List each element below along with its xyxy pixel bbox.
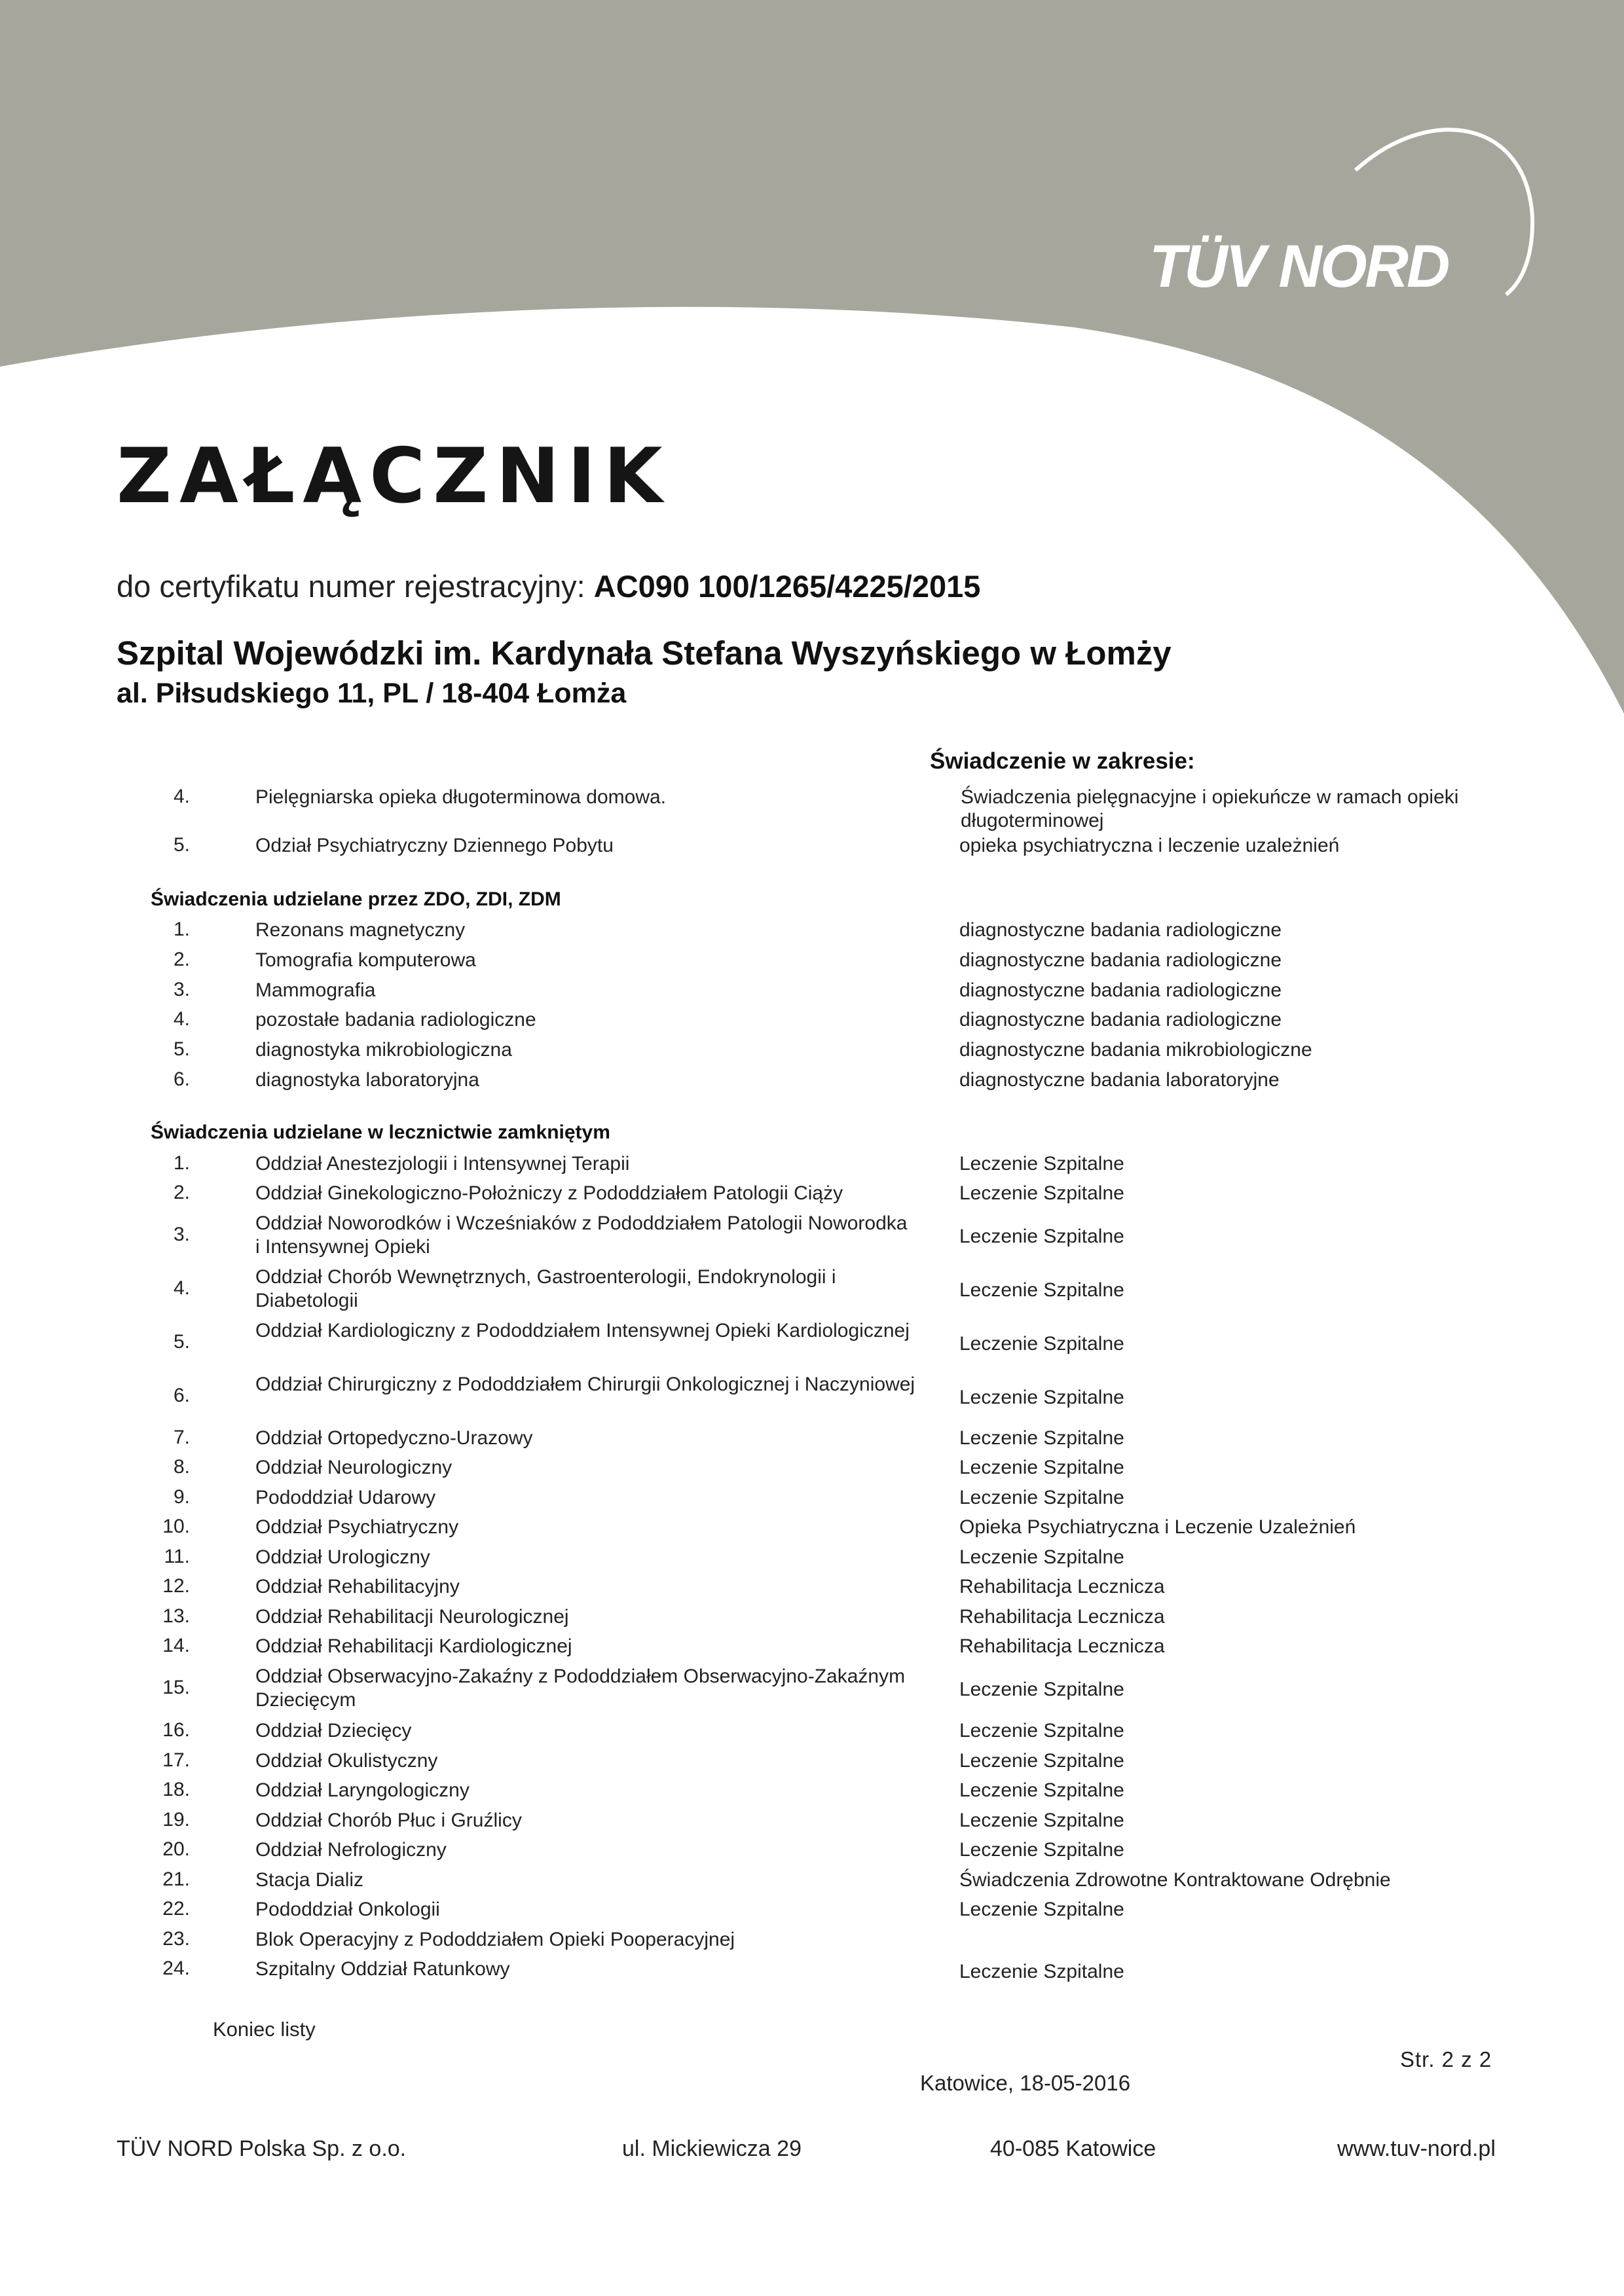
item-service: Leczenie Szpitalne [959, 1546, 1124, 1568]
item-number: 19. [162, 1809, 190, 1831]
item-service: diagnostyczne badania radiologiczne [959, 1009, 1282, 1030]
item-name: Oddział Chirurgiczny z Pododdziałem Chirurgii Onkologicznej i Naczyniowej [255, 1374, 915, 1395]
item-number: 17. [162, 1749, 190, 1771]
item-name: diagnostyka mikrobiologiczna [255, 1039, 512, 1061]
item-name: Oddział Psychiatryczny [255, 1516, 459, 1538]
item-name: Odział Psychiatryczny Dziennego Pobytu [255, 835, 614, 856]
certificate-line [117, 568, 980, 604]
item-name: Oddział Okulistyczny [255, 1750, 438, 1772]
item-number: 4. [173, 1008, 190, 1030]
item-number: 5. [173, 834, 190, 856]
footer-website: www.tuv-nord.pl [1337, 2136, 1496, 2161]
item-service: Leczenie Szpitalne [959, 1182, 1124, 1204]
item-number: 2. [173, 1182, 190, 1203]
item-number: 14. [162, 1635, 190, 1656]
footer-city: 40-085 Katowice [990, 2136, 1156, 2161]
footer-company: TÜV NORD Polska Sp. z o.o. [117, 2136, 407, 2161]
item-number: 16. [162, 1719, 190, 1741]
item-service: diagnostyczne badania laboratoryjne [959, 1069, 1280, 1091]
item-service: Leczenie Szpitalne [959, 1750, 1124, 1772]
item-service: Świadczenia Zdrowotne Kontraktowane Odrębnie [959, 1869, 1391, 1891]
item-number: 7. [173, 1427, 190, 1448]
item-name: Pielęgniarska opieka długoterminowa domowa. [255, 786, 667, 808]
item-service: Leczenie Szpitalne [959, 1457, 1124, 1478]
item-name: Oddział Chorób Płuc i Gruźlicy [255, 1810, 522, 1831]
item-name: Oddział Chorób Wewnętrznych, Gastroenterologii, Endokrynologii i Diabetologii [255, 1266, 836, 1311]
item-number: 10. [162, 1516, 190, 1537]
item-service: diagnostyczne badania radiologiczne [959, 919, 1282, 941]
item-name: Oddział Laryngologiczny [255, 1779, 470, 1801]
item-number: 6. [173, 1068, 190, 1090]
item-name: diagnostyka laboratoryjna [255, 1069, 479, 1091]
scope-column-header: Świadczenie w zakresie: [930, 748, 1195, 774]
footer-street: ul. Mickiewicza 29 [622, 2136, 802, 2161]
item-service: Leczenie Szpitalne [959, 1487, 1124, 1508]
certificate-number: AC090 100/1265/4225/2015 [593, 569, 981, 604]
page-number: Str. 2 z 2 [1400, 2047, 1492, 2071]
item-number: 15. [162, 1677, 190, 1698]
item-service: diagnostyczne badania mikrobiologiczne [959, 1039, 1312, 1061]
item-service: diagnostyczne badania radiologiczne [959, 949, 1282, 971]
item-number: 23. [162, 1928, 190, 1950]
item-service: Rehabilitacja Lecznicza [959, 1606, 1165, 1628]
item-number: 3. [173, 1224, 190, 1245]
item-name: Oddział Anestezjologii i Intensywnej Terapii [255, 1153, 630, 1175]
item-service: Leczenie Szpitalne [959, 1226, 1124, 1247]
item-number: 1. [173, 919, 190, 940]
item-number: 5. [173, 1038, 190, 1060]
item-service: Leczenie Szpitalne [959, 1839, 1124, 1861]
item-service: Rehabilitacja Lecznicza [959, 1576, 1165, 1597]
item-service: Opieka Psychiatryczna i Leczenie Uzależnień [959, 1516, 1356, 1538]
item-service: Leczenie Szpitalne [959, 1333, 1124, 1355]
certificate-label: do certyfikatu numer rejestracyjny: [117, 569, 585, 604]
item-number: 21. [162, 1868, 190, 1890]
item-number: 13. [162, 1605, 190, 1627]
item-name: Oddział Neurologiczny [255, 1457, 452, 1478]
item-service: Leczenie Szpitalne [959, 1279, 1124, 1301]
item-number: 4. [173, 786, 190, 807]
item-number: 20. [162, 1838, 190, 1860]
item-number: 1. [173, 1152, 190, 1174]
item-number: 6. [173, 1385, 190, 1406]
item-number: 9. [173, 1486, 190, 1508]
section-title: Świadczenia udzielane w lecznictwie zamkniętym [151, 1121, 610, 1143]
item-name: pozostałe badania radiologiczne [255, 1009, 536, 1030]
item-number: 4. [173, 1277, 190, 1299]
item-name: Oddział Rehabilitacji Neurologicznej [255, 1606, 569, 1628]
item-service: Leczenie Szpitalne [959, 1899, 1124, 1920]
hospital-address: al. Piłsudskiego 11, PL / 18-404 Łomża [117, 678, 627, 709]
item-name: Oddział Kardiologiczny z Pododdziałem Intensywnej Opieki Kardiologicznej [255, 1320, 910, 1341]
item-name: Oddział Rehabilitacyjny [255, 1576, 460, 1597]
item-number: 5. [173, 1331, 190, 1353]
item-name: Oddział Urologiczny [255, 1546, 430, 1568]
item-service: Leczenie Szpitalne [959, 1810, 1124, 1831]
item-service: Rehabilitacja Lecznicza [959, 1635, 1165, 1657]
item-service: Świadczenia pielęgnacyjne i opiekuńcze w ramach opieki długoterminowej [961, 786, 1459, 831]
item-number: 18. [162, 1779, 190, 1800]
item-service: Leczenie Szpitalne [959, 1679, 1124, 1700]
item-service: Leczenie Szpitalne [959, 1427, 1124, 1449]
item-name: Oddział Noworodków i Wcześniaków z Pododdziałem Patologii Noworodka i Intensywnej Opieki [255, 1212, 908, 1258]
item-number: 3. [173, 979, 190, 1000]
item-number: 11. [164, 1546, 190, 1567]
item-service: opieka psychiatryczna i leczenie uzależnień [959, 835, 1340, 856]
place-and-date: Katowice, 18-05-2016 [920, 2071, 1131, 2095]
item-service: Leczenie Szpitalne [959, 1961, 1124, 1982]
item-name: Blok Operacyjny z Pododdziałem Opieki Pooperacyjnej [255, 1929, 735, 1950]
item-name: Stacja Dializ [255, 1869, 364, 1891]
item-service: Leczenie Szpitalne [959, 1387, 1124, 1408]
item-service: Leczenie Szpitalne [959, 1153, 1124, 1175]
item-name: Pododdział Udarowy [255, 1487, 436, 1508]
item-service: Leczenie Szpitalne [959, 1720, 1124, 1741]
hospital-name: Szpital Wojewódzki im. Kardynała Stefana Wyszyńskiego w Łomży [117, 634, 1172, 672]
item-service: Leczenie Szpitalne [959, 1779, 1124, 1801]
header-band-shape [0, 0, 1624, 714]
item-number: 2. [173, 949, 190, 970]
item-name: Oddział Ginekologiczno-Położniczy z Pododdziałem Patologii Ciąży [255, 1182, 843, 1204]
item-service: diagnostyczne badania radiologiczne [959, 979, 1282, 1001]
end-of-list: Koniec listy [213, 2018, 316, 2041]
item-name: Oddział Dziecięcy [255, 1720, 412, 1741]
item-name: Oddział Obserwacyjno-Zakaźny z Pododdziałem Obserwacyjno-Zakaźnym Dziecięcym [255, 1666, 906, 1711]
tuv-nord-logo: TÜV NORD [1149, 233, 1449, 300]
document-title: ZAŁĄCZNIK [117, 432, 671, 520]
item-name: Mammografia [255, 979, 376, 1001]
item-number: 24. [162, 1958, 190, 1979]
item-name: Tomografia komputerowa [255, 949, 476, 971]
item-number: 8. [173, 1456, 190, 1478]
item-name: Rezonans magnetyczny [255, 919, 466, 941]
item-number: 22. [162, 1898, 190, 1920]
item-name: Oddział Nefrologiczny [255, 1839, 447, 1861]
item-name: Szpitalny Oddział Ratunkowy [255, 1958, 510, 1980]
item-name: Oddział Ortopedyczno-Urazowy [255, 1427, 533, 1449]
item-name: Oddział Rehabilitacji Kardiologicznej [255, 1635, 572, 1657]
item-number: 12. [162, 1575, 190, 1597]
item-name: Pododdział Onkologii [255, 1899, 440, 1920]
section-title: Świadczenia udzielane przez ZDO, ZDI, ZDM [151, 888, 561, 910]
